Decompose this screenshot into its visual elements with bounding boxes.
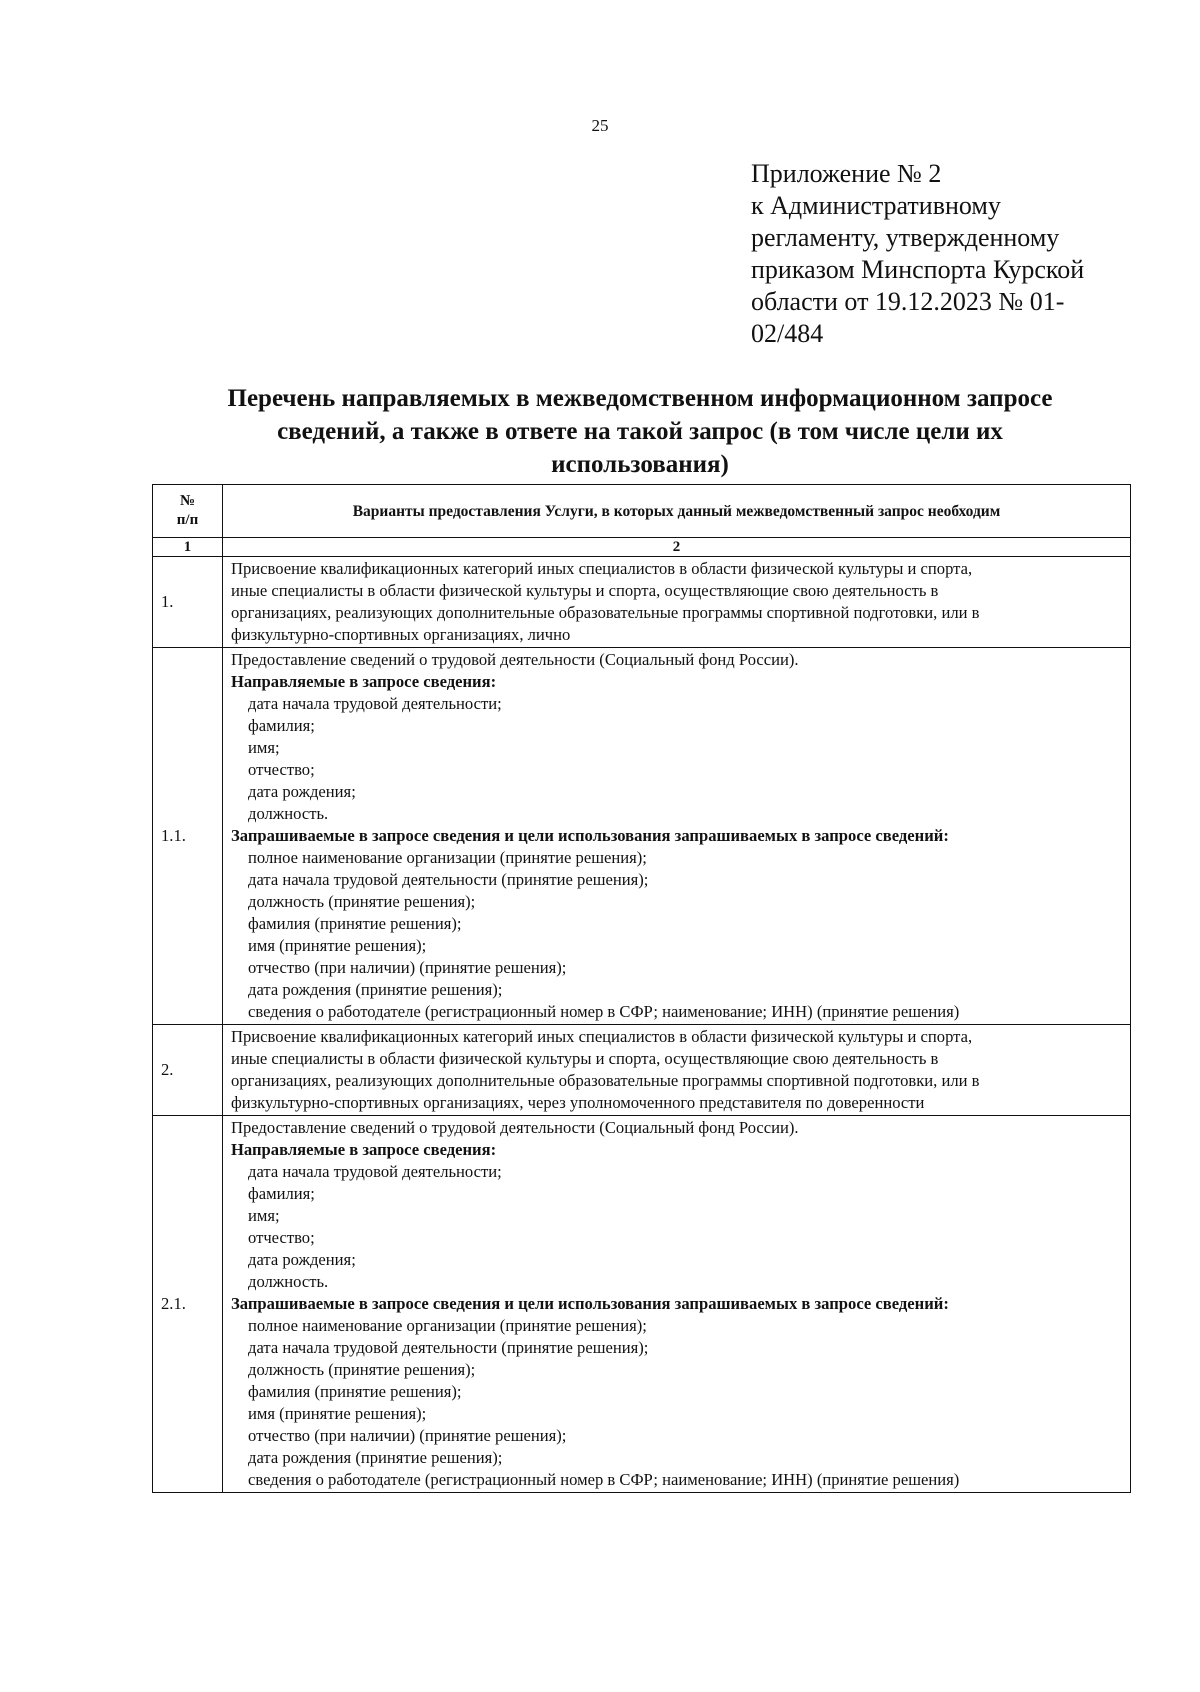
table-row — [153, 1116, 1131, 1493]
requested-data-item: дата рождения (принятие решения); — [248, 1448, 503, 1467]
requested-data-item: дата начала трудовой деятельности (принятие решения); — [248, 1338, 649, 1357]
appendix-reference — [751, 158, 1131, 350]
request-data-table — [152, 484, 1131, 1493]
sent-data-heading: Направляемые в запросе сведения: — [231, 672, 497, 691]
requested-data-item: имя (принятие решения); — [248, 1404, 427, 1423]
requested-data-item: полное наименование организации (принятие решения); — [248, 848, 647, 867]
sent-data-item: дата начала трудовой деятельности; — [248, 1162, 502, 1181]
row-number: 2. — [153, 1025, 223, 1116]
description-line: физкультурно-спортивных организациях, лично — [231, 625, 571, 644]
requested-data-item: сведения о работодателе (регистрационный номер в СФР; наименование; ИНН) (принятие решения) — [248, 1470, 960, 1489]
appendix-line: 02/484 — [751, 319, 824, 348]
sent-data-item: отчество; — [248, 1228, 315, 1247]
sent-data-item: фамилия; — [248, 1184, 315, 1203]
table-row — [153, 648, 1131, 1025]
appendix-line: области от 19.12.2023 № 01- — [751, 287, 1065, 316]
appendix-line: регламенту, утвержденному — [751, 223, 1060, 252]
service-intro: Предоставление сведений о трудовой деятельности (Социальный фонд России). — [231, 650, 799, 669]
requested-data-item: отчество (при наличии) (принятие решения); — [248, 958, 567, 977]
requested-data-item: должность (принятие решения); — [248, 1360, 476, 1379]
page-number: 25 — [591, 116, 609, 135]
row-number: 1.1. — [153, 648, 223, 1025]
column-number-row — [153, 538, 1131, 557]
appendix-line: к Административному — [751, 191, 1001, 220]
requested-data-item: имя (принятие решения); — [248, 936, 427, 955]
requested-data-heading: Запрашиваемые в запросе сведения и цели использования запрашиваемых в запросе сведений: — [231, 826, 949, 845]
row-description — [223, 557, 1131, 648]
row-details — [223, 1116, 1131, 1493]
description-line: организациях, реализующих дополнительные образовательные программы спортивной подготовки, или в — [231, 603, 980, 622]
requested-data-item: отчество (при наличии) (принятие решения); — [248, 1426, 567, 1445]
table-header-row — [153, 485, 1131, 538]
title-line: Перечень направляемых в межведомственном информационном запросе — [227, 385, 1053, 412]
sent-data-item: дата начала трудовой деятельности; — [248, 694, 502, 713]
sent-data-heading: Направляемые в запросе сведения: — [231, 1140, 497, 1159]
title-line: использования) — [551, 451, 729, 478]
document-title — [150, 382, 1130, 481]
sent-data-item: фамилия; — [248, 716, 315, 735]
row-number: 2.1. — [153, 1116, 223, 1493]
service-intro: Предоставление сведений о трудовой деятельности (Социальный фонд России). — [231, 1118, 799, 1137]
header-number-label: п/п — [176, 512, 199, 528]
description-line: организациях, реализующих дополнительные образовательные программы спортивной подготовки, или в — [231, 1071, 980, 1090]
sent-data-item: имя; — [248, 1206, 280, 1225]
header-number-symbol: № — [179, 493, 196, 509]
sent-data-item: должность. — [248, 1272, 329, 1291]
table-row — [153, 1025, 1131, 1116]
appendix-line: Приложение № 2 — [751, 159, 942, 188]
description-line: Присвоение квалификационных категорий иных специалистов в области физической культуры и спорта, — [231, 559, 973, 578]
sent-data-item: дата рождения; — [248, 782, 356, 801]
column-number-2: 2 — [223, 538, 1131, 557]
header-description-cell: Варианты предоставления Услуги, в которых данный межведомственный запрос необходим — [223, 485, 1131, 538]
requested-data-item: дата начала трудовой деятельности (принятие решения); — [248, 870, 649, 889]
requested-data-item: сведения о работодателе (регистрационный номер в СФР; наименование; ИНН) (принятие решения) — [248, 1002, 960, 1021]
sent-data-item: дата рождения; — [248, 1250, 356, 1269]
requested-data-item: дата рождения (принятие решения); — [248, 980, 503, 999]
table-row — [153, 557, 1131, 648]
sent-data-item: должность. — [248, 804, 329, 823]
requested-data-item: фамилия (принятие решения); — [248, 1382, 462, 1401]
requested-data-item: фамилия (принятие решения); — [248, 914, 462, 933]
sent-data-item: имя; — [248, 738, 280, 757]
row-details — [223, 648, 1131, 1025]
row-number: 1. — [153, 557, 223, 648]
sent-data-item: отчество; — [248, 760, 315, 779]
description-line: физкультурно-спортивных организациях, через уполномоченного представителя по доверенности — [231, 1093, 925, 1112]
row-description — [223, 1025, 1131, 1116]
description-line: Присвоение квалификационных категорий иных специалистов в области физической культуры и спорта, — [231, 1027, 973, 1046]
description-line: иные специалисты в области физической культуры и спорта, осуществляющие свою деятельность в — [231, 1049, 939, 1068]
requested-data-item: полное наименование организации (принятие решения); — [248, 1316, 647, 1335]
appendix-line: приказом Минспорта Курской — [751, 255, 1085, 284]
title-line: сведений, а также в ответе на такой запрос (в том числе цели их — [277, 418, 1003, 445]
description-line: иные специалисты в области физической культуры и спорта, осуществляющие свою деятельность в — [231, 581, 939, 600]
header-number-cell — [153, 485, 223, 538]
requested-data-item: должность (принятие решения); — [248, 892, 476, 911]
requested-data-heading: Запрашиваемые в запросе сведения и цели использования запрашиваемых в запросе сведений: — [231, 1294, 949, 1313]
column-number-1: 1 — [153, 538, 223, 557]
